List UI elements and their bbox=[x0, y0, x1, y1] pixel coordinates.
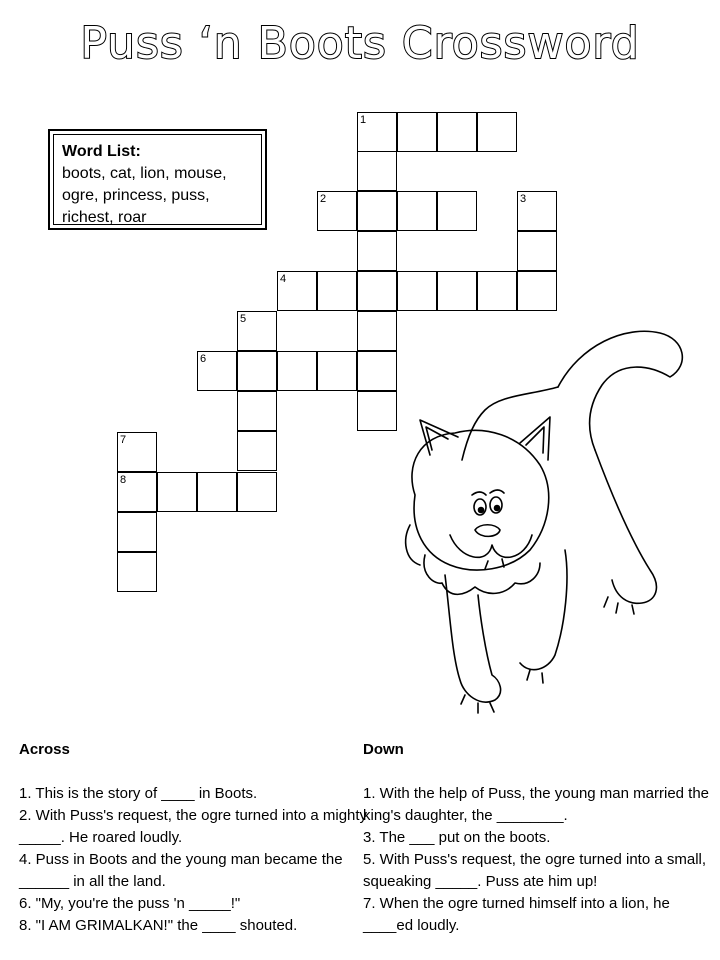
crossword-cell[interactable] bbox=[117, 432, 157, 472]
clue: 1. This is the story of ____ in Boots. bbox=[19, 785, 258, 802]
clue: 2. With Puss's request, the ogre turned into a mighty _____. He roared loudly. bbox=[19, 807, 368, 846]
crossword-cell[interactable] bbox=[437, 271, 477, 311]
crossword-cell[interactable] bbox=[357, 271, 397, 311]
word-list-heading: Word List: bbox=[62, 143, 141, 160]
clue: 5. With Puss's request, the ogre turned into a small, squeaking _____. Puss ate him up! bbox=[363, 851, 707, 890]
clue-number: 4 bbox=[280, 273, 287, 285]
crossword-cell[interactable] bbox=[237, 472, 277, 512]
crossword-cell[interactable] bbox=[237, 311, 277, 351]
crossword-cell[interactable] bbox=[157, 472, 197, 512]
crossword-cell[interactable] bbox=[357, 191, 397, 231]
down-clues bbox=[363, 740, 713, 937]
clue-number: 2 bbox=[320, 193, 327, 205]
clue-number: 6 bbox=[200, 353, 207, 365]
crossword-cell[interactable] bbox=[517, 231, 557, 271]
crossword-cell[interactable] bbox=[357, 112, 397, 152]
down-heading: Down bbox=[363, 741, 404, 758]
crossword-cell[interactable] bbox=[197, 351, 237, 391]
clue: 8. "I AM GRIMALKAN!" the ____ shouted. bbox=[19, 917, 298, 934]
page-title: Puss ‘n Boots Crossword bbox=[80, 18, 640, 69]
crossword-cell[interactable] bbox=[357, 231, 397, 271]
clue: 1. With the help of Puss, the young man married the king's daughter, the ________. bbox=[363, 785, 710, 824]
crossword-cell[interactable] bbox=[237, 351, 277, 391]
word-list-line: ogre, princess, puss, bbox=[62, 187, 210, 204]
crossword-cell[interactable] bbox=[437, 191, 477, 231]
crossword-cell[interactable] bbox=[237, 391, 277, 431]
crossword-cell[interactable] bbox=[117, 552, 157, 592]
crossword-cell[interactable] bbox=[397, 191, 437, 231]
crossword-cell[interactable] bbox=[237, 431, 277, 471]
word-list-line: boots, cat, lion, mouse, bbox=[62, 165, 227, 182]
crossword-cell[interactable] bbox=[357, 151, 397, 191]
crossword-cell[interactable] bbox=[517, 271, 557, 311]
crossword-cell[interactable] bbox=[477, 112, 517, 152]
crossword-cell[interactable] bbox=[517, 191, 557, 231]
across-heading: Across bbox=[19, 741, 70, 758]
crossword-cell[interactable] bbox=[317, 271, 357, 311]
crossword-cell[interactable] bbox=[277, 351, 317, 391]
crossword-cell[interactable] bbox=[277, 271, 317, 311]
crossword-cell[interactable] bbox=[477, 271, 517, 311]
crossword-cell[interactable] bbox=[317, 191, 357, 231]
crossword-cell[interactable] bbox=[117, 512, 157, 552]
clue-number: 7 bbox=[120, 434, 127, 446]
clue: 7. When the ogre turned himself into a lion, he ____ed loudly. bbox=[363, 895, 670, 934]
crossword-cell[interactable] bbox=[397, 271, 437, 311]
crossword-cell[interactable] bbox=[117, 472, 157, 512]
clue: 4. Puss in Boots and the young man became the ______ in all the land. bbox=[19, 851, 343, 890]
crossword-cell[interactable] bbox=[437, 112, 477, 152]
across-clues bbox=[19, 740, 369, 937]
clue-number: 8 bbox=[120, 474, 127, 486]
word-list-line: richest, roar bbox=[62, 209, 147, 226]
clue: 6. "My, you're the puss 'n _____!" bbox=[19, 895, 241, 912]
clue-number: 3 bbox=[520, 193, 527, 205]
crossword-cell[interactable] bbox=[197, 472, 237, 512]
crossword-cell[interactable] bbox=[317, 351, 357, 391]
clue-number: 5 bbox=[240, 313, 247, 325]
clue-number: 1 bbox=[360, 114, 367, 126]
crossword-cell[interactable] bbox=[397, 112, 437, 152]
clue: 3. The ___ put on the boots. bbox=[363, 829, 551, 846]
cat-illustration-icon bbox=[380, 325, 690, 725]
